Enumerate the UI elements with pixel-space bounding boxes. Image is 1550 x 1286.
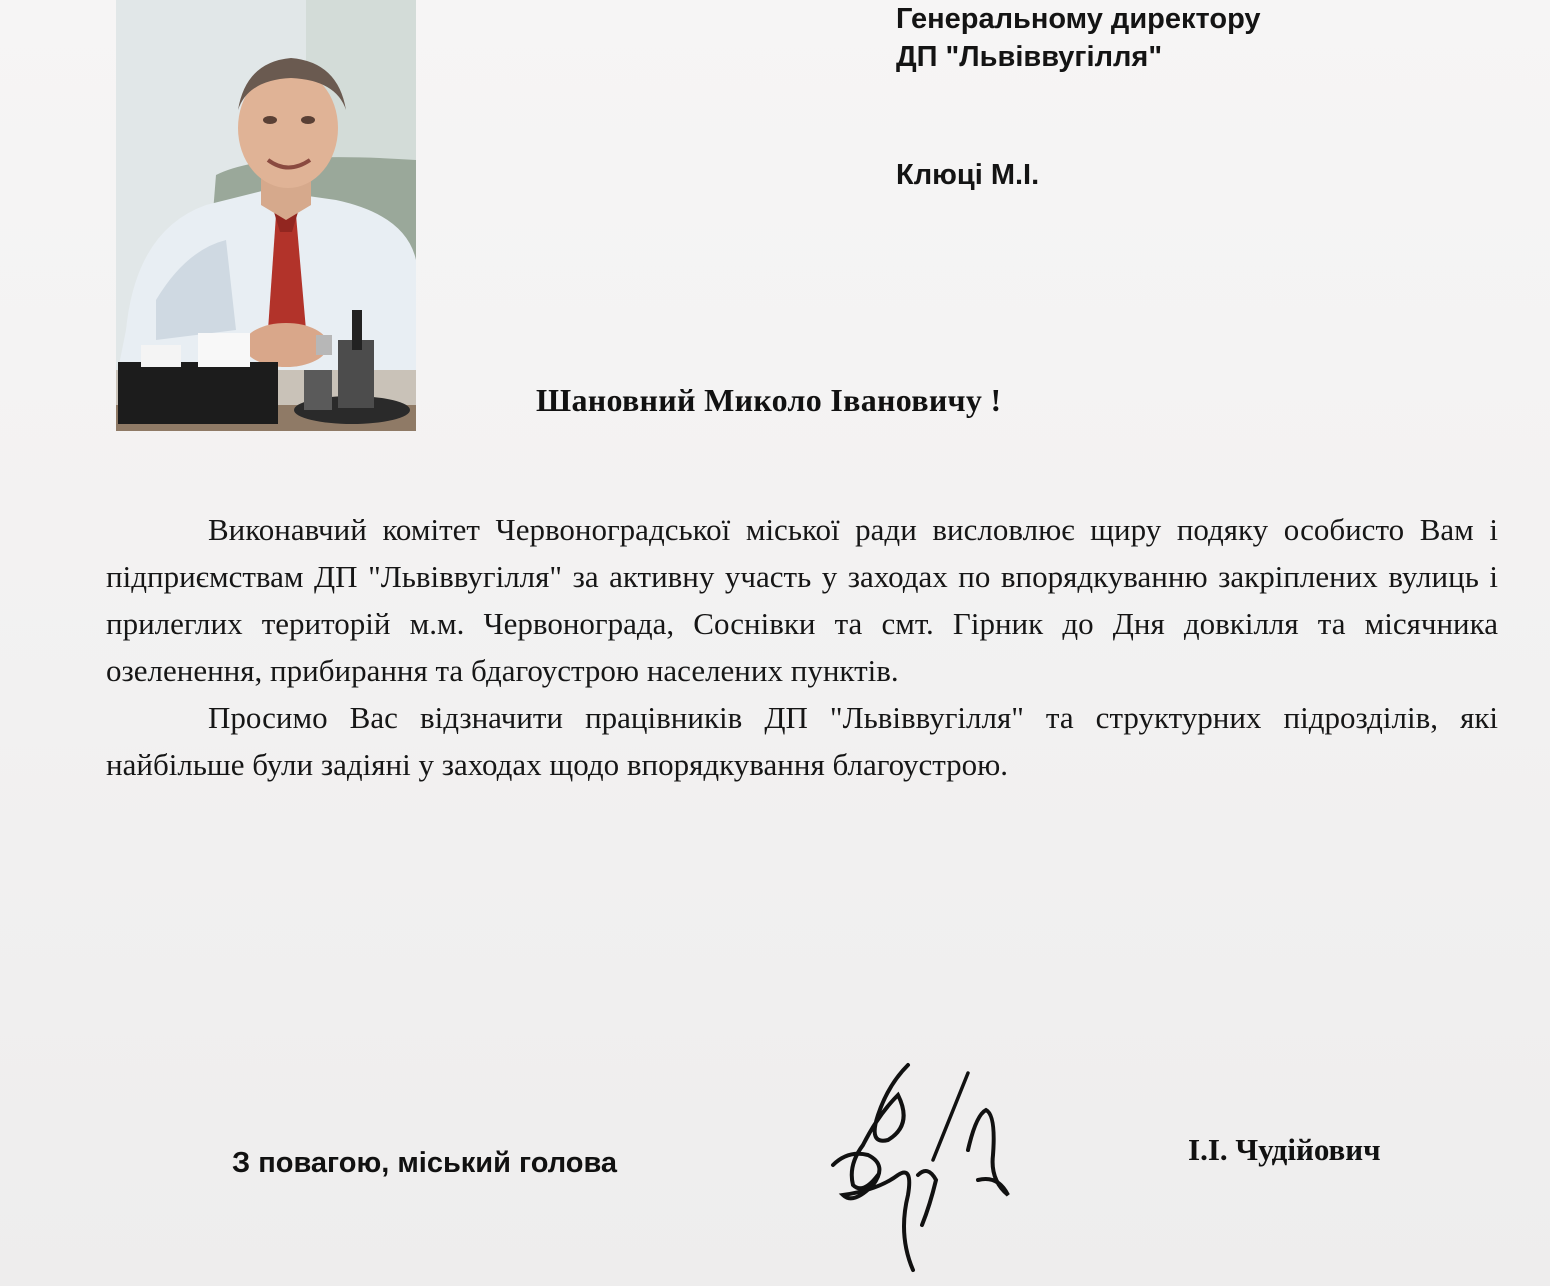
addressee-company: ДП "Львіввугілля" [896, 41, 1163, 73]
body-paragraph: Виконавчий комітет Червоноградської міської ради висловлює щиру подяку особисто Вам і підприємствам ДП "Львіввугілля" за активну участь у заходах по впорядкуванню закріплених вулиць і прилеглих територій м.м. Червонограда, Соснівки та смт. Гірник до Дня довкілля та місячника озеленення, прибирання та бдагоустрою населених пунктів. [106, 512, 1498, 688]
salutation: Шановний Миколо Івановичу ! [536, 382, 1002, 418]
addressee-name: Клюці М.І. [896, 159, 1040, 191]
addressee-block [896, 0, 1261, 194]
portrait-photo [116, 0, 416, 431]
letter-body [106, 506, 1498, 788]
handwritten-signature [818, 1055, 1028, 1286]
signer-name: І.І. Чудійович [1188, 1132, 1381, 1167]
closing-phrase: З повагою, міський голова [232, 1147, 618, 1179]
addressee-title: Генеральному директору [896, 3, 1261, 35]
body-paragraph: Просимо Вас відзначити працівників ДП "Львіввугілля" та структурних підрозділів, які найбільше були задіяні у заходах щодо впорядкування благоустрою. [106, 700, 1498, 782]
